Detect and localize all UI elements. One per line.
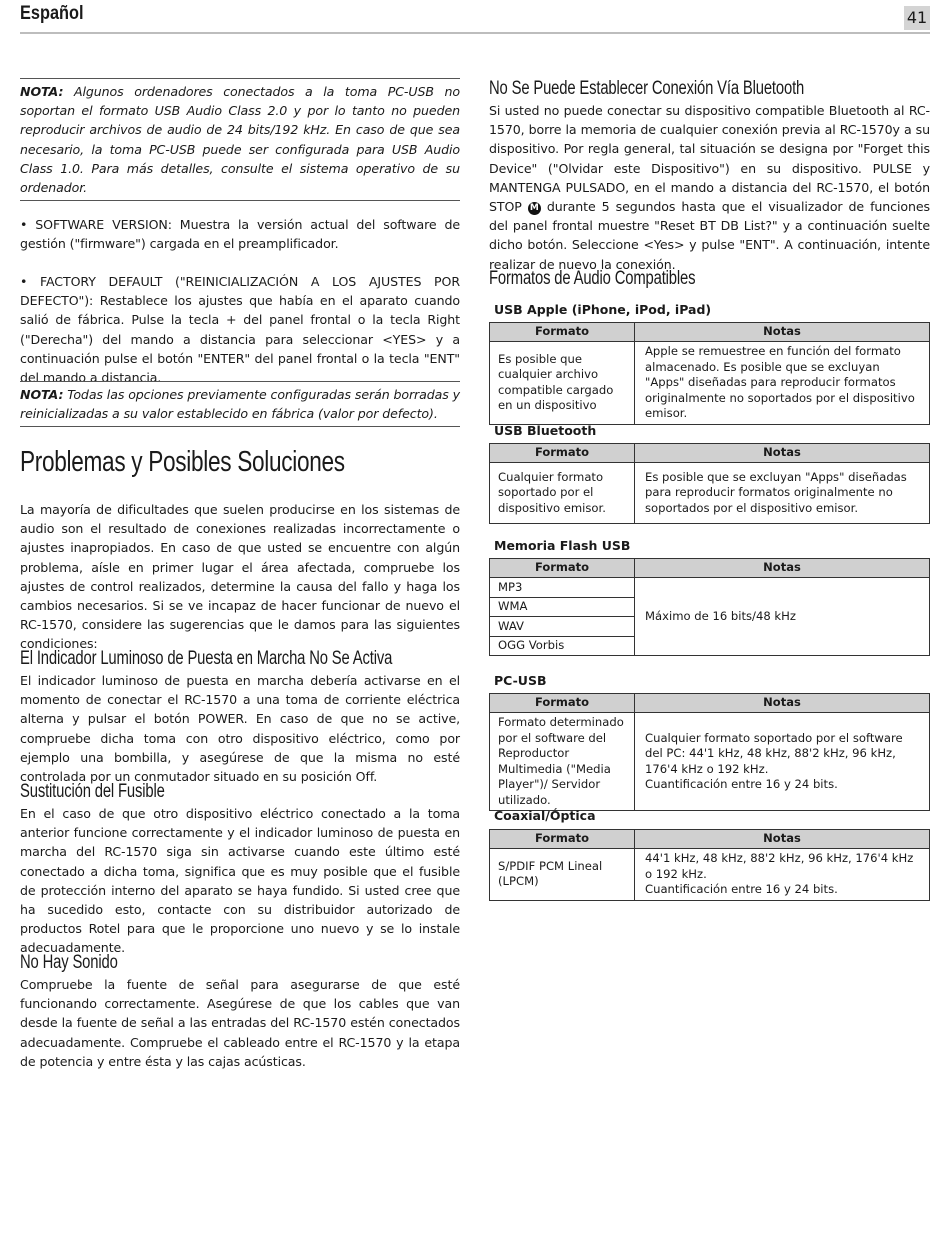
notes-line: 44'1 kHz, 48 kHz, 88'2 kHz, 96 kHz, 176'4 kHz o 192 kHz. xyxy=(645,851,914,881)
power-indicator-text: El indicador luminoso de puesta en marcha debería activarse en el momento de conectar el RC-1570 a una toma de corriente eléctrica alterna y pulsar el botón POWER. En caso de que no se active, compruebe dicha toma con otro dispositivo eléctrico, como por ejemplo una bombilla, y asegúrese de que la misma no esté controlada por un conmutador situado en su posición Off. xyxy=(20,673,460,785)
table-row xyxy=(490,463,930,524)
note-label: NOTA: xyxy=(20,387,64,402)
format-cell: WMA xyxy=(490,597,635,617)
table-title-usb-apple: USB Apple (iPhone, iPod, iPad) xyxy=(494,302,712,317)
column-header-format: Formato xyxy=(490,694,635,713)
notes-cell xyxy=(635,849,930,901)
notes-cell: Apple se remuestree en función del formato almacenado. Es posible que se excluyan "Apps" diseñadas para reproducir formatos originalmente no soportados por el dispositivo emisor. xyxy=(635,342,930,425)
column-header-notes: Notas xyxy=(635,694,930,713)
subsection-title-audio-formats: Formatos de Audio Compatibles xyxy=(489,268,696,289)
subsection-title-power-indicator: El Indicador Luminoso de Puesta en Marcha No Se Activa xyxy=(20,648,393,669)
usb-apple-table xyxy=(489,322,930,425)
table-title-usb-bluetooth: USB Bluetooth xyxy=(494,423,597,438)
coaxial-optical-table xyxy=(489,829,930,901)
troubleshooting-intro: La mayoría de dificultades que suelen producirse en los sistemas de audio son el resultado de conexiones realizadas incorrectamente o ajustes inapropiados. En caso de que usted se encuentre con algún problema, aísle en primer lugar el área afectada, compruebe los ajustes de control realizados, determine la causa del fallo y haga los cambios necesarios. Si se ve incapaz de hacer funcionar de nuevo el RC-1570, considere las sugerencias que le damos para las siguientes condiciones: xyxy=(20,502,460,652)
subsection-title-fuse: Sustitución del Fusible xyxy=(20,781,165,802)
column-header-notes: Notas xyxy=(635,444,930,463)
table-title-coaxial-optical: Coaxial/Óptica xyxy=(494,808,596,823)
software-version-item: • SOFTWARE VERSION: Muestra la versión actual del software de gestión ("firmware") cargada en el preamplificador. xyxy=(20,217,460,252)
page-number: 41 xyxy=(904,6,930,30)
bluetooth-text-part-2: durante 5 segundos hasta que el visualizador de funciones del panel frontal muestre "Reset BT DB List?" y a continuación suelte dicho botón. Seleccione <Yes> y pulse "ENT". A continuación, intente realizar de nuevo la conexión. xyxy=(489,199,930,272)
note-text: Algunos ordenadores conectados a la toma PC-USB no soportan el formato USB Audio Class 2.0 y por lo tanto no pueden reproducir archivos de audio de 24 bits/192 kHz. En caso de que sea necesario, la toma PC-USB puede ser configurada para USB Audio Class 1.0. Para más detalles, consulte el sistema operativo de su ordenador. xyxy=(20,84,460,196)
format-cell: Formato determinado por el software del Reproductor Multimedia ("Media Player")/ Servidor utilizado. xyxy=(490,713,635,811)
format-cell: S/PDIF PCM Lineal (LPCM) xyxy=(490,849,635,901)
table-title-pc-usb: PC-USB xyxy=(494,673,547,688)
column-header-notes: Notas xyxy=(635,323,930,342)
column-header-format: Formato xyxy=(490,559,635,578)
column-header-format: Formato xyxy=(490,323,635,342)
table-row xyxy=(490,342,930,425)
table-title-usb-flash: Memoria Flash USB xyxy=(494,538,631,553)
format-cell: MP3 xyxy=(490,578,635,598)
notes-cell xyxy=(635,713,930,811)
note-factory-reset xyxy=(20,381,460,427)
stop-button-icon: M xyxy=(528,202,541,215)
notes-line: Cuantificación entre 16 y 24 bits. xyxy=(645,777,838,791)
bluetooth-text xyxy=(489,101,930,274)
language-label: Español xyxy=(20,3,84,24)
notes-line: Cuantificación entre 16 y 24 bits. xyxy=(645,882,838,896)
usb-flash-table xyxy=(489,558,930,656)
subsection-title-bluetooth: No Se Puede Establecer Conexión Vía Bluetooth xyxy=(489,78,805,99)
no-sound-text: Compruebe la fuente de señal para asegurarse de que esté funcionando correctamente. Asegúrese de que los cables que van desde la fuente de señal a las entradas del RC-1570 estén conectados adecuadamente. Compruebe el cableado entre el RC-1570 y la etapa de potencia y entre ésta y las cajas acústicas. xyxy=(20,977,460,1069)
table-row xyxy=(490,713,930,811)
section-title-troubleshooting: Problemas y Posibles Soluciones xyxy=(20,446,345,478)
format-cell: Es posible que cualquier archivo compatible cargado en un dispositivo xyxy=(490,342,635,425)
note-label: NOTA: xyxy=(20,84,64,99)
page-header xyxy=(20,0,930,34)
note-text: Todas las opciones previamente configuradas serán borradas y reinicializadas a su valor establecido en fábrica (valor por defecto). xyxy=(20,387,460,422)
fuse-text: En el caso de que otro dispositivo eléctrico conectado a la toma anterior funcione correctamente y el indicador luminoso de puesta en marcha del RC-1570 siga sin activarse cuando este último esté conectado a dicha toma, significa que es muy posible que el fusible de protección interno del aparato se haya fundido. Si usted cree que ha sucedido esto, contacte con su distribuidor autorizado de productos Rotel para que le proporcione uno nuevo y se lo instale adecuadamente. xyxy=(20,806,460,956)
notes-line: Cualquier formato soportado por el software del PC: 44'1 kHz, 48 kHz, 88'2 kHz, 96 kHz, 176'4 kHz o 192 kHz. xyxy=(645,730,903,776)
column-header-format: Formato xyxy=(490,444,635,463)
notes-cell: Es posible que se excluyan "Apps" diseñadas para reproducir formatos originalmente no soportados por el dispositivo emisor. xyxy=(635,463,930,524)
column-header-notes: Notas xyxy=(635,830,930,849)
format-cell: OGG Vorbis xyxy=(490,636,635,656)
pc-usb-table xyxy=(489,693,930,811)
format-cell: Cualquier formato soportado por el dispositivo emisor. xyxy=(490,463,635,524)
bluetooth-text-part-1: Si usted no puede conectar su dispositivo compatible Bluetooth al RC-1570, borre la memoria de cualquier conexión previa al RC-1570y a su dispositivo. Por regla general, tal situación se designa por "Forget this Device" ("Olvidar este Dispositivo") en su dispositivo. PULSE y MANTENGA PULSADO, en el mando a distancia del RC-1570, el botón STOP xyxy=(489,103,930,215)
format-cell: WAV xyxy=(490,617,635,637)
factory-default-item: • FACTORY DEFAULT ("REINICIALIZACIÓN A LOS AJUSTES POR DEFECTO"): Restablece los ajustes que había en el aparato cuando salió de fábrica. Pulse la tecla + del panel frontal o la tecla Right ("Derecha") del mando a distancia para seleccionar <YES> y a continuación pulse el botón "ENTER" del panel frontal o la tecla "ENT" del mando a distancia. xyxy=(20,274,460,386)
column-header-notes: Notas xyxy=(635,559,930,578)
notes-cell: Máximo de 16 bits/48 kHz xyxy=(635,578,930,656)
column-header-format: Formato xyxy=(490,830,635,849)
note-usb-audio-class xyxy=(20,78,460,201)
table-row xyxy=(490,849,930,901)
usb-bluetooth-table xyxy=(489,443,930,524)
table-row xyxy=(490,578,930,598)
subsection-title-no-sound: No Hay Sonido xyxy=(20,952,118,973)
